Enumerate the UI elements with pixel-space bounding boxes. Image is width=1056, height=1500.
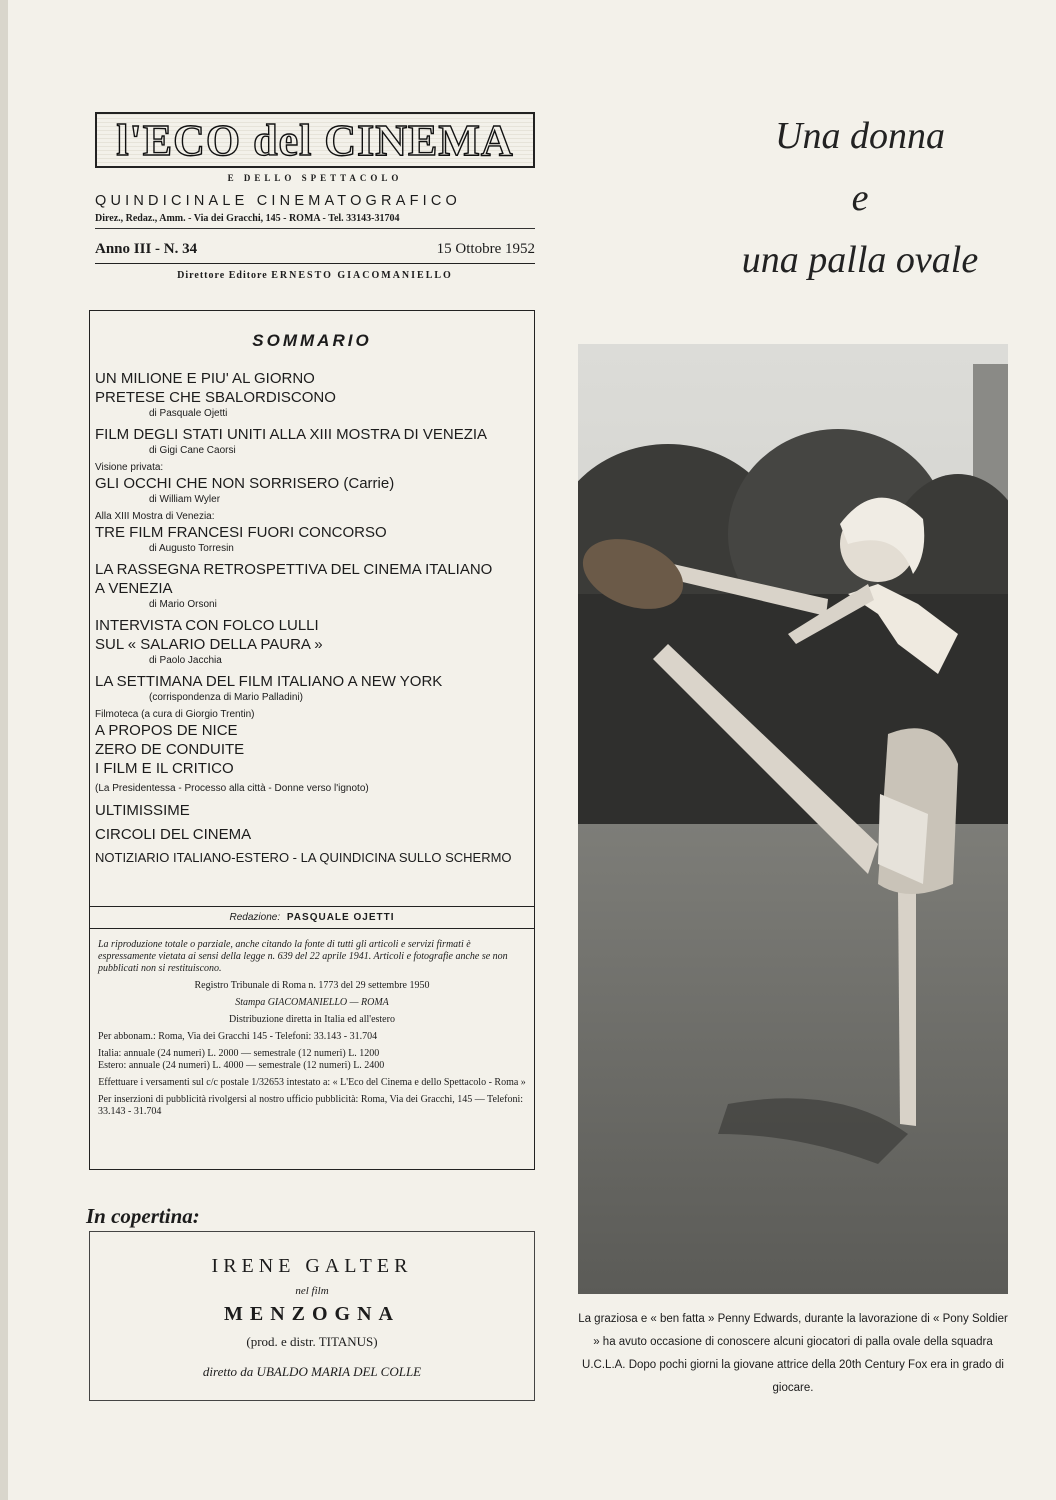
photo-lawn [578, 824, 1008, 1294]
entry-title: LA SETTIMANA DEL FILM ITALIANO A NEW YORK [95, 673, 443, 690]
legal-notice [98, 939, 526, 1123]
cover-box [89, 1231, 535, 1401]
entry-title: PRETESE CHE SBALORDISCONO [95, 389, 336, 406]
distribuzione: Distribuzione diretta in Italia ed all'estero [229, 1014, 395, 1025]
entry-title: A PROPOS DE NICE [95, 722, 238, 739]
entry-title: ZERO DE CONDUITE [95, 741, 245, 758]
summary-entry [95, 369, 525, 388]
cover-label: In copertina: [86, 1204, 200, 1228]
entry-title: LA RASSEGNA RETROSPETTIVA DEL CINEMA ITALIANO [95, 561, 493, 578]
entry-title: SUL « SALARIO DELLA PAURA » [95, 636, 323, 653]
address-line: Direz., Redaz., Amm. - Via dei Gracchi, 145 - ROMA - Tel. 33143-31704 [95, 213, 535, 229]
cover-nel-film: nel film [295, 1285, 329, 1297]
entry-author: di Augusto Torresin [149, 543, 234, 554]
summary-ultimissime: ULTIMISSIME [95, 802, 190, 819]
entry-author: di William Wyler [149, 494, 221, 505]
cover-film-title: MENZOGNA [224, 1303, 400, 1325]
entry-author: di Paolo Jacchia [149, 655, 222, 666]
headline-line-1: Una donna [775, 115, 945, 157]
entry-rubric: Filmoteca (a cura di Giorgio Trentin) [95, 709, 255, 720]
summary-title: SOMMARIO [252, 331, 372, 350]
entry-title: A VENEZIA [95, 580, 173, 597]
entry-title: TRE FILM FRANCESI FUORI CONCORSO [95, 524, 387, 541]
summary-entry [95, 511, 525, 556]
price-estero: Estero: annuale (24 numeri) L. 4000 — semestrale (12 numeri) L. 2400 [98, 1060, 385, 1071]
director-label: Direttore Editore [177, 270, 268, 281]
tagline: QUINDICINALE CINEMATOGRAFICO [95, 193, 462, 209]
entry-rubric: Visione privata: [95, 462, 164, 473]
entry-title: INTERVISTA CON FOLCO LULLI [95, 617, 319, 634]
entry-author: di Gigi Cane Caorsi [149, 445, 236, 456]
summary-entry [95, 425, 525, 458]
summary-circoli: CIRCOLI DEL CINEMA [95, 826, 252, 843]
photo-caption: La graziosa e « ben fatta » Penny Edwards, durante la lavorazione di « Pony Soldier » ha avuto occasione di conoscere alcuni giocatori di palla ovale della squadra U.C.L.A. Dopo pochi giorni la giovane attrice della 20th Century Fox era in grado di giocare. [578, 1313, 1008, 1394]
inserzioni: Per inserzioni di pubblicità rivolgersi al nostro ufficio pubblicità: Roma, Via dei Gracchi, 145 — Telefoni: 33.143 - 31.704 [98, 1094, 523, 1117]
headline-line-2: e [851, 177, 869, 219]
director-line [95, 270, 535, 281]
issue-date: 15 Ottobre 1952 [436, 241, 535, 257]
versamenti: Effettuare i versamenti sul c/c postale 1/32653 intestato a: « L'Eco del Cinema e dello Spettacolo - Roma » [98, 1077, 526, 1088]
entry-rubric: Alla XIII Mostra di Venezia: [95, 511, 215, 522]
entry-title: FILM DEGLI STATI UNITI ALLA XIII MOSTRA DI VENEZIA [95, 426, 488, 443]
director-name: ERNESTO GIACOMANIELLO [271, 270, 453, 281]
summary-box [89, 310, 535, 1170]
summary-notiziario: NOTIZIARIO ITALIANO-ESTERO - LA QUINDICINA SULLO SCHERMO [95, 850, 512, 865]
reproduction-notice: La riproduzione totale o parziale, anche citando la fonte di tutti gli articoli e servizi firmati è espressamente vietata ai sensi della legge n. 639 del 22 aprile 1941. Articoli e fotografie anche se non pubblicati non si restituiscono. [98, 939, 508, 974]
summary-entry [95, 579, 525, 612]
magazine-logo: l'ECO del CINEMA [95, 112, 535, 168]
critico-note: (La Presidentessa - Processo alla città - Donne verso l'ignoto) [95, 783, 369, 794]
summary-entries [95, 369, 525, 872]
masthead [95, 112, 535, 281]
redazione-name: PASQUALE OJETTI [286, 912, 395, 923]
summary-entry [95, 740, 525, 759]
entry-author: (corrispondenza di Mario Palladini) [149, 692, 303, 703]
page-edge [0, 0, 8, 1500]
feature-headline [700, 105, 1020, 291]
summary-entry [95, 759, 525, 778]
summary-entry [95, 635, 525, 668]
logo-subtitle: E DELLO SPETTACOLO [227, 173, 403, 183]
summary-entry [95, 616, 525, 635]
entry-author: di Pasquale Ojetti [149, 408, 228, 419]
entry-title: I FILM E IL CRITICO [95, 760, 234, 777]
entry-author: di Mario Orsoni [149, 599, 217, 610]
redazione-label: Redazione: [229, 912, 281, 923]
summary-entry [95, 672, 525, 705]
summary-entry [95, 560, 525, 579]
summary-entry [95, 388, 525, 421]
redazione-line [90, 906, 534, 929]
summary-entry [95, 709, 525, 740]
cover-production: (prod. e distr. TITANUS) [246, 1334, 378, 1349]
issue-line [95, 241, 535, 264]
entry-title: GLI OCCHI CHE NON SORRISERO (Carrie) [95, 475, 395, 492]
issue-number: Anno III - N. 34 [95, 241, 198, 257]
cover-director: diretto da UBALDO MARIA DEL COLLE [202, 1364, 422, 1379]
price-italia: Italia: annuale (24 numeri) L. 2000 — semestrale (12 numeri) L. 1200 [98, 1048, 380, 1059]
headline-line-3: una palla ovale [741, 239, 979, 281]
feature-photo [578, 344, 1008, 1294]
stampa: Stampa GIACOMANIELLO — ROMA [235, 997, 389, 1008]
entry-title: UN MILIONE E PIU' AL GIORNO [95, 370, 315, 387]
abbonamenti: Per abbonam.: Roma, Via dei Gracchi 145 - Telefoni: 33.143 - 31.704 [98, 1031, 378, 1042]
summary-entry [95, 462, 525, 507]
registro: Registro Tribunale di Roma n. 1773 del 29 settembre 1950 [194, 980, 430, 991]
cover-actress: IRENE GALTER [211, 1255, 413, 1277]
